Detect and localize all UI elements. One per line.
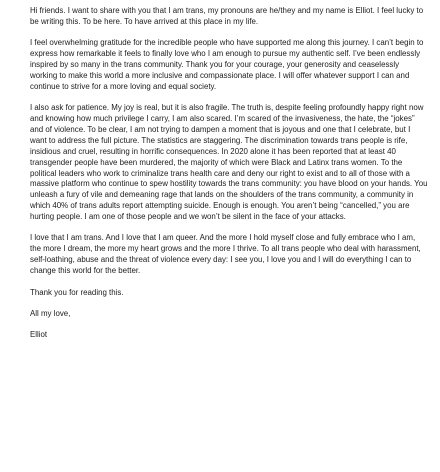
signature: Elliot <box>30 330 48 340</box>
paragraph-love: I love that I am trans. And I love that I am queer. And the more I hold myself close and fully embrace who I am, the more I dream, the more my heart grows and the more I thrive. To all trans people who deal with harassment, self-loathing, abuse and the threat of violence every day: I see you, I love you and I will do everything I can to change this world for the better. <box>30 233 421 276</box>
paragraph-patience: I also ask for patience. My joy is real, but it is also fragile. The truth is, despite feeling profoundly happy right now and knowing how much privilege I carry, I am also scared. I’m scared of the invasiveness, the hate, the “jokes” and of violence. To be clear, I am not trying to dampen a moment that is joyous and one that I celebrate, but I want to address the full picture. The statistics are staggering. The discrimination towards trans people is rife, insidious and cruel, resulting in horrific consequences. In 2020 alone it has been reported that at least 40 transgender people have been murdered, the majority of which were Black and Latinx trans women. To the political leaders who work to criminalize trans health care and deny our right to exist and to all of those with a massive platform who continue to spew hostility towards the trans community: you have blood on your hands. You unleash a fury of vile and demeaning rage that lands on the shoulders of the trans community, a community in which 40% of trans adults report attempting suicide. Enough is enough. You aren’t being “cancelled,” you are hurting people. I am one of those people and we won’t be silent in the face of your attacks. <box>30 103 428 222</box>
paragraph-gratitude: I feel overwhelming gratitude for the incredible people who have supported me along this journey. I can’t begin to express how remarkable it feels to finally love who I am enough to pursue my authentic self. I’ve been endlessly inspired by so many in the trans community. Thank you for your courage, your generosity and ceaselessly working to make this world a more inclusive and compassionate place. I will offer whatever support I can and continue to strive for a more loving and equal society. <box>30 38 424 91</box>
closing-line: All my love, <box>30 308 71 318</box>
paragraph-thanks: Thank you for reading this. <box>30 287 124 297</box>
paragraph-intro: Hi friends. I want to share with you that I am trans, my pronouns are he/they and my name is Elliot. I feel lucky to be writing this. To be here. To have arrived at this place in my life. <box>30 6 424 26</box>
